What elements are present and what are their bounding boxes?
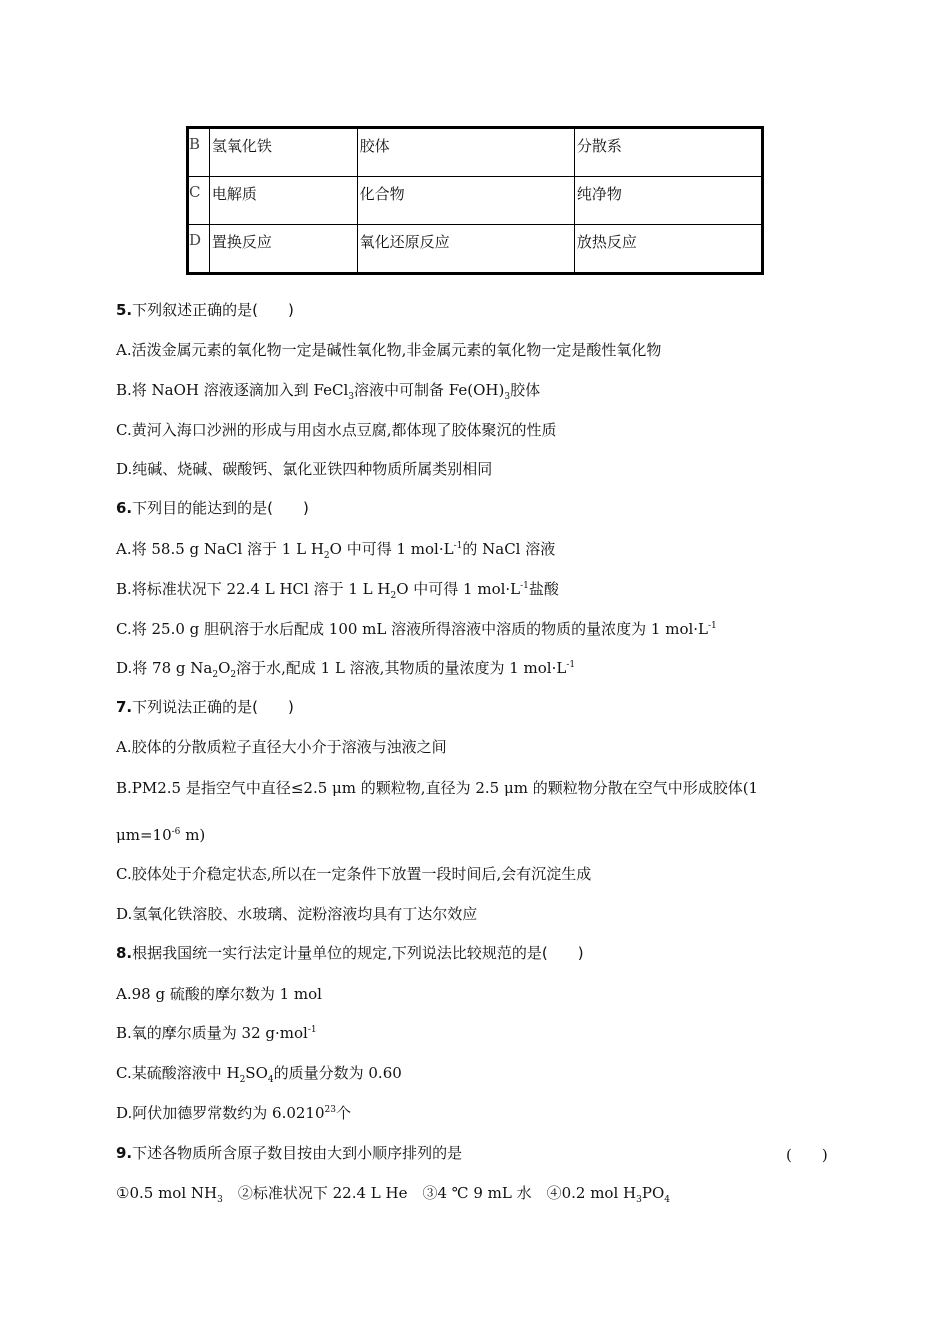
- question-6-stem: [116, 499, 309, 517]
- table-cell: B: [188, 128, 210, 177]
- subscript: 2: [323, 551, 330, 561]
- table-row: [188, 177, 763, 225]
- option-text: SO: [245, 1064, 268, 1082]
- subscript: 2: [239, 1075, 246, 1085]
- question-6-option-b: [116, 580, 559, 601]
- option-text: ①0.5 mol NH: [116, 1184, 218, 1202]
- option-text: 的 NaCl 溶液: [462, 540, 556, 558]
- option-text: B.将标准状况下 22.4 L HCl 溶于 1 L H: [116, 580, 391, 598]
- question-5-option-c: C.黄河入海口沙洲的形成与用卤水点豆腐,都体现了胶体聚沉的性质: [116, 421, 557, 439]
- question-5-option-b: [116, 381, 541, 402]
- option-text: B.氧的摩尔质量为 32 g·mol: [116, 1024, 308, 1042]
- question-6-option-a: [116, 540, 556, 561]
- question-number: 8.: [116, 944, 133, 962]
- superscript: -1: [566, 660, 576, 670]
- subscript: 4: [664, 1195, 670, 1205]
- question-7-option-d: D.氢氧化铁溶胶、水玻璃、淀粉溶液均具有丁达尔效应: [116, 905, 478, 923]
- table-cell: 分散系: [574, 128, 762, 177]
- option-text: A.将 58.5 g NaCl 溶于 1 L H: [116, 540, 324, 558]
- option-text: 盐酸: [528, 580, 559, 598]
- superscript: 23: [324, 1105, 336, 1115]
- question-8-option-b: [116, 1024, 317, 1042]
- superscript: -1: [307, 1025, 317, 1035]
- subscript: 3: [217, 1195, 223, 1205]
- table-cell: 放热反应: [574, 225, 762, 274]
- table-cell: 氧化还原反应: [357, 225, 574, 274]
- superscript: -1: [520, 581, 529, 591]
- subscript: 3: [504, 392, 511, 402]
- option-text: C.将 25.0 g 胆矾溶于水后配成 100 mL 溶液所得溶液中溶质的物质的量浓度为 1 mol·L: [116, 620, 708, 638]
- subscript: 3: [636, 1195, 642, 1205]
- option-text: O 中可得 1 mol·L: [396, 580, 521, 598]
- superscript: -6: [171, 827, 181, 837]
- question-text: 下列叙述正确的是( ): [132, 301, 294, 319]
- option-text: 胶体: [510, 381, 541, 399]
- subscript: 4: [267, 1075, 274, 1085]
- question-7-option-b-line2: [116, 826, 205, 844]
- question-5-stem: [116, 301, 294, 319]
- option-text: μm=10: [116, 826, 172, 844]
- question-7-option-a: A.胶体的分散质粒子直径大小介于溶液与浊液之间: [116, 738, 447, 756]
- subscript: 2: [390, 591, 397, 601]
- answer-parentheses: ( ): [786, 1146, 828, 1164]
- question-5-option-a: A.活泼金属元素的氧化物一定是碱性氧化物,非金属元素的氧化物一定是酸性氧化物: [116, 341, 662, 359]
- question-text: 下列说法正确的是( ): [132, 698, 294, 716]
- question-8-option-c: [116, 1064, 402, 1085]
- question-8-stem: [116, 944, 584, 962]
- table-cell: 纯净物: [574, 177, 762, 225]
- options-table: [186, 126, 764, 275]
- question-7-option-b-line1: B.PM2.5 是指空气中直径≤2.5 μm 的颗粒物,直径为 2.5 μm 的颗粒物分散在空气中形成胶体(1: [116, 779, 759, 797]
- option-text: O: [218, 659, 231, 677]
- question-number: 5.: [116, 301, 133, 319]
- option-text: 的质量分数为 0.60: [273, 1064, 402, 1082]
- superscript: -1: [708, 621, 717, 631]
- option-text: C.某硫酸溶液中 H: [116, 1064, 240, 1082]
- question-text: 根据我国统一实行法定计量单位的规定,下列说法比较规范的是( ): [132, 944, 584, 962]
- question-number: 6.: [116, 499, 133, 517]
- option-text: 溶于水,配成 1 L 溶液,其物质的量浓度为 1 mol·L: [236, 659, 567, 677]
- question-text: 下列目的能达到的是( ): [132, 499, 309, 517]
- option-text: m): [180, 826, 206, 844]
- question-5-option-d: D.纯碱、烧碱、碳酸钙、氯化亚铁四种物质所属类别相同: [116, 460, 493, 478]
- question-8-option-a: A.98 g 硫酸的摩尔数为 1 mol: [116, 985, 322, 1003]
- table-row: [188, 128, 763, 177]
- subscript: 2: [230, 670, 237, 680]
- question-number: 9.: [116, 1144, 133, 1162]
- question-7-stem: [116, 698, 294, 716]
- question-9-options: [116, 1184, 670, 1205]
- option-text: ②标准状况下 22.4 L He ③4 ℃ 9 mL 水 ④0.2 mol H: [222, 1184, 637, 1202]
- option-text: 溶液中可制备 Fe(OH): [354, 381, 505, 399]
- question-text: 下述各物质所含原子数目按由大到小顺序排列的是: [132, 1144, 463, 1162]
- question-6-option-d: [116, 659, 576, 680]
- superscript: -1: [453, 541, 463, 551]
- table-cell: 置换反应: [209, 225, 357, 274]
- subscript: 2: [212, 670, 219, 680]
- option-text: D.将 78 g Na: [116, 659, 213, 677]
- table-cell: 化合物: [357, 177, 574, 225]
- option-text: O 中可得 1 mol·L: [329, 540, 454, 558]
- table-cell: 电解质: [209, 177, 357, 225]
- option-text: D.阿伏加德罗常数约为 6.0210: [116, 1104, 325, 1122]
- table-row: [188, 225, 763, 274]
- option-text: 个: [335, 1104, 351, 1122]
- table-cell: 氢氧化铁: [209, 128, 357, 177]
- table-cell: 胶体: [357, 128, 574, 177]
- subscript: 3: [348, 392, 355, 402]
- table-cell: D: [188, 225, 210, 274]
- option-text: PO: [641, 1184, 665, 1202]
- question-6-option-c: [116, 620, 717, 638]
- question-8-option-d: [116, 1104, 351, 1122]
- question-7-option-c: C.胶体处于介稳定状态,所以在一定条件下放置一段时间后,会有沉淀生成: [116, 865, 592, 883]
- option-text: B.将 NaOH 溶液逐滴加入到 FeCl: [116, 381, 349, 399]
- question-9-stem: [116, 1144, 462, 1162]
- question-number: 7.: [116, 698, 133, 716]
- table-cell: C: [188, 177, 210, 225]
